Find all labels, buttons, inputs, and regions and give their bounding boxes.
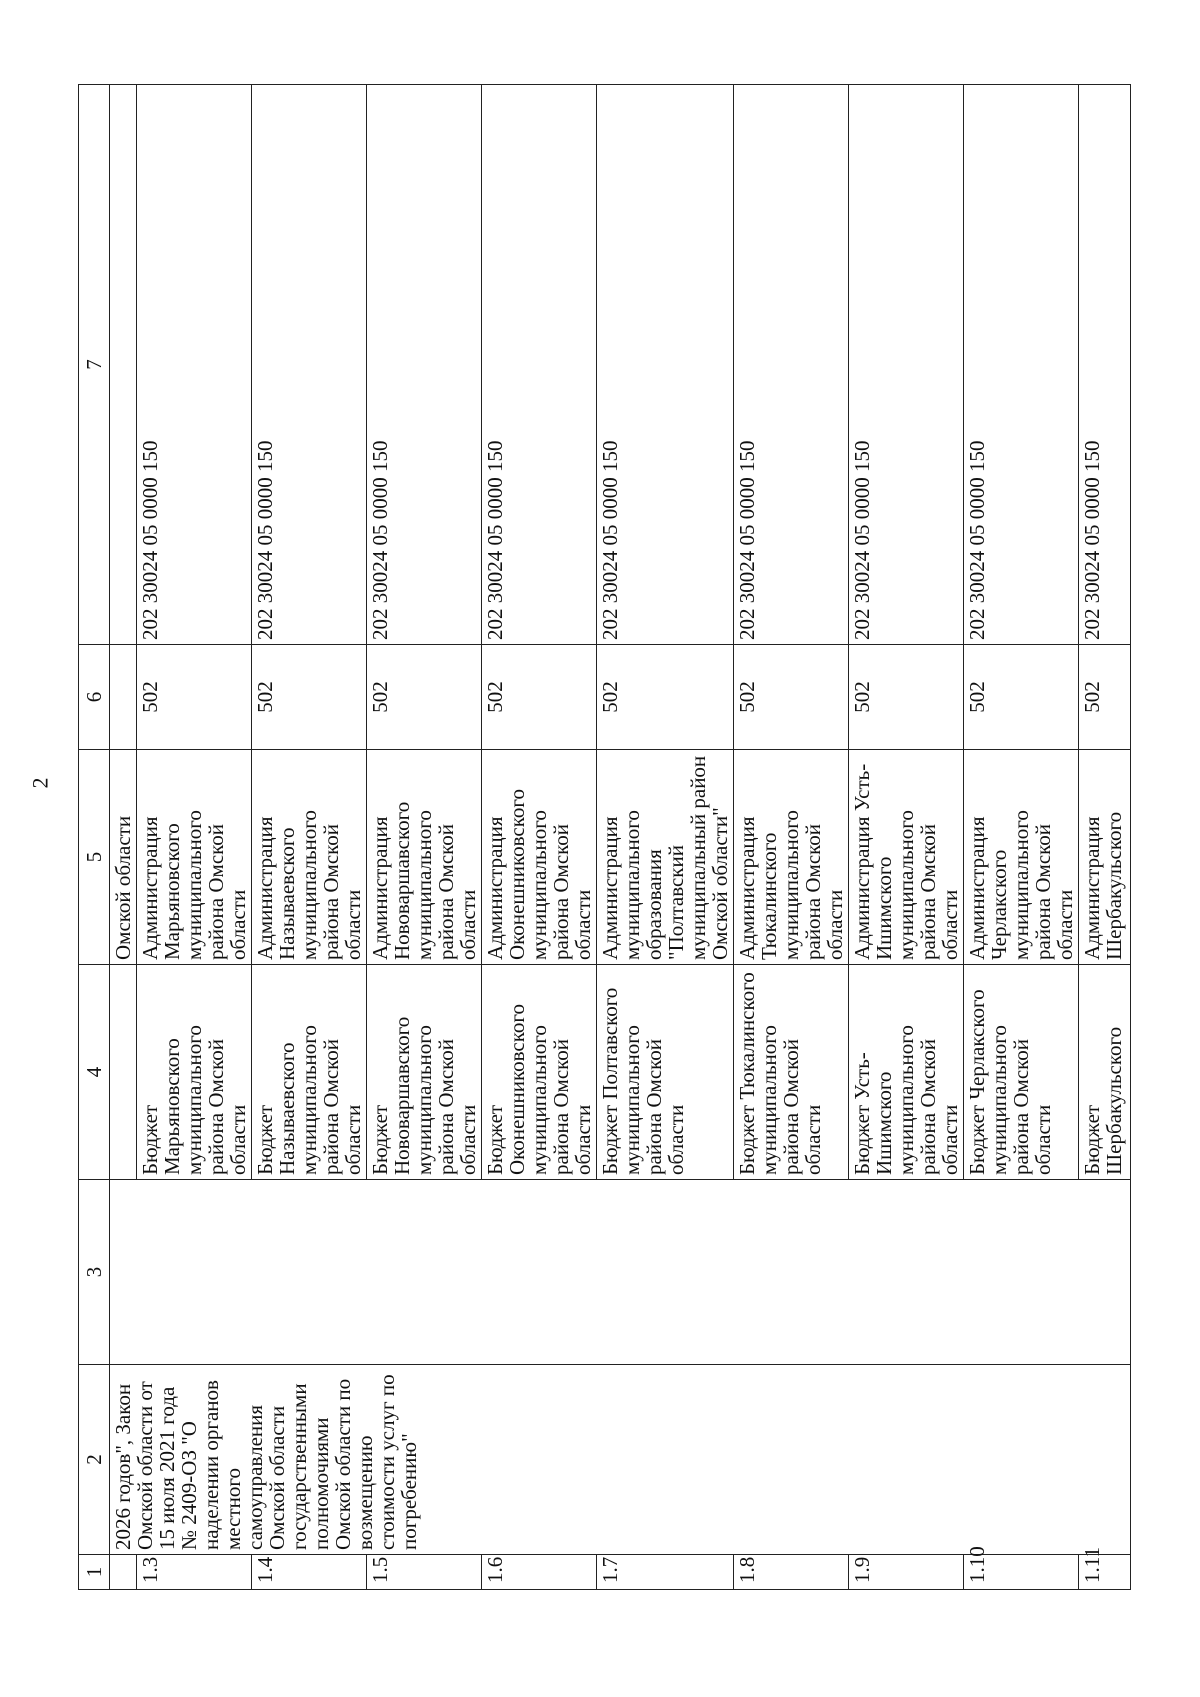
- cell-kbk: [110, 85, 137, 645]
- header-cell: 3: [79, 1180, 110, 1365]
- cell-num: 1.8: [734, 1555, 849, 1590]
- cell-budget: Бюджет Нововаршавского муниципального района Омской области: [367, 965, 482, 1180]
- cell-num: 1.9: [849, 1555, 964, 1590]
- cell-code: 502: [597, 645, 734, 750]
- cell-kbk: 202 30024 05 0000 150: [597, 85, 734, 645]
- cell-num: 1.10: [964, 1555, 1079, 1590]
- cell-num: 1.11: [1079, 1555, 1131, 1590]
- budget-table: [78, 84, 1131, 1590]
- cell-code: 502: [734, 645, 849, 750]
- cell-budget: [110, 965, 137, 1180]
- header-cell: 4: [79, 965, 110, 1180]
- cell-budget: Бюджет Шербакульского: [1079, 965, 1131, 1180]
- cell-num: [110, 1555, 137, 1590]
- cell-admin: Администрация Усть-Ишимского муниципального района Омской области: [849, 750, 964, 965]
- cell-law: 2026 годов", Закон Омской области от 15 июля 2021 года № 2409-ОЗ "О наделении органов местного самоуправления Омской области государственными полномочиями Омской области по возмещению стоимости услуг по погребению": [110, 1365, 1131, 1555]
- cell-kbk: 202 30024 05 0000 150: [1079, 85, 1131, 645]
- cell-col3: [110, 1180, 1131, 1365]
- cell-num: 1.7: [597, 1555, 734, 1590]
- header-cell: 5: [79, 750, 110, 965]
- cell-admin: Администрация Шербакульского: [1079, 750, 1131, 965]
- header-cell: 7: [79, 85, 110, 645]
- cell-budget: Бюджет Полтавского муниципального района Омской области: [597, 965, 734, 1180]
- page-number: 2: [27, 777, 53, 789]
- cell-code: 502: [1079, 645, 1131, 750]
- cell-kbk: 202 30024 05 0000 150: [964, 85, 1079, 645]
- cell-admin: Администрация Марьяновского муниципального района Омской области: [137, 750, 252, 965]
- cell-kbk: 202 30024 05 0000 150: [734, 85, 849, 645]
- cell-admin: Омской области: [110, 750, 137, 965]
- cell-kbk: 202 30024 05 0000 150: [482, 85, 597, 645]
- cell-budget: Бюджет Марьяновского муниципального района Омской области: [137, 965, 252, 1180]
- cell-code: 502: [137, 645, 252, 750]
- cell-num: 1.4: [252, 1555, 367, 1590]
- cell-code: 502: [849, 645, 964, 750]
- cell-budget: Бюджет Черлакского муниципального района Омской области: [964, 965, 1079, 1180]
- cell-budget: Бюджет Тюкалинского муниципального района Омской области: [734, 965, 849, 1180]
- cell-kbk: 202 30024 05 0000 150: [849, 85, 964, 645]
- cell-code: 502: [482, 645, 597, 750]
- cell-code: [110, 645, 137, 750]
- cell-num: 1.3: [137, 1555, 252, 1590]
- header-cell: 2: [79, 1365, 110, 1555]
- cell-num: 1.5: [367, 1555, 482, 1590]
- cell-code: 502: [367, 645, 482, 750]
- cell-budget: Бюджет Усть-Ишимского муниципального района Омской области: [849, 965, 964, 1180]
- cell-code: 502: [252, 645, 367, 750]
- header-row: [79, 85, 110, 1590]
- cell-admin: Администрация муниципального образования "Полтавский муниципальный район Омской области": [597, 750, 734, 965]
- cell-budget: Бюджет Оконешниковского муниципального района Омской области: [482, 965, 597, 1180]
- cell-admin: Администрация Оконешниковского муниципального района Омской области: [482, 750, 597, 965]
- header-cell: 6: [79, 645, 110, 750]
- cell-kbk: 202 30024 05 0000 150: [252, 85, 367, 645]
- cell-kbk: 202 30024 05 0000 150: [367, 85, 482, 645]
- cell-num: 1.6: [482, 1555, 597, 1590]
- cell-admin: Администрация Тюкалинского муниципального района Омской области: [734, 750, 849, 965]
- cell-admin: Администрация Называевского муниципального района Омской области: [252, 750, 367, 965]
- cell-kbk: 202 30024 05 0000 150: [137, 85, 252, 645]
- cell-code: 502: [964, 645, 1079, 750]
- header-cell: 1: [79, 1555, 110, 1590]
- cell-admin: Администрация Нововаршавского муниципального района Омской области: [367, 750, 482, 965]
- cell-budget: Бюджет Называевского муниципального района Омской области: [252, 965, 367, 1180]
- rotated-page-content: [78, 85, 1126, 1590]
- cell-admin: Администрация Черлакского муниципального района Омской области: [964, 750, 1079, 965]
- table-row: [110, 85, 137, 1590]
